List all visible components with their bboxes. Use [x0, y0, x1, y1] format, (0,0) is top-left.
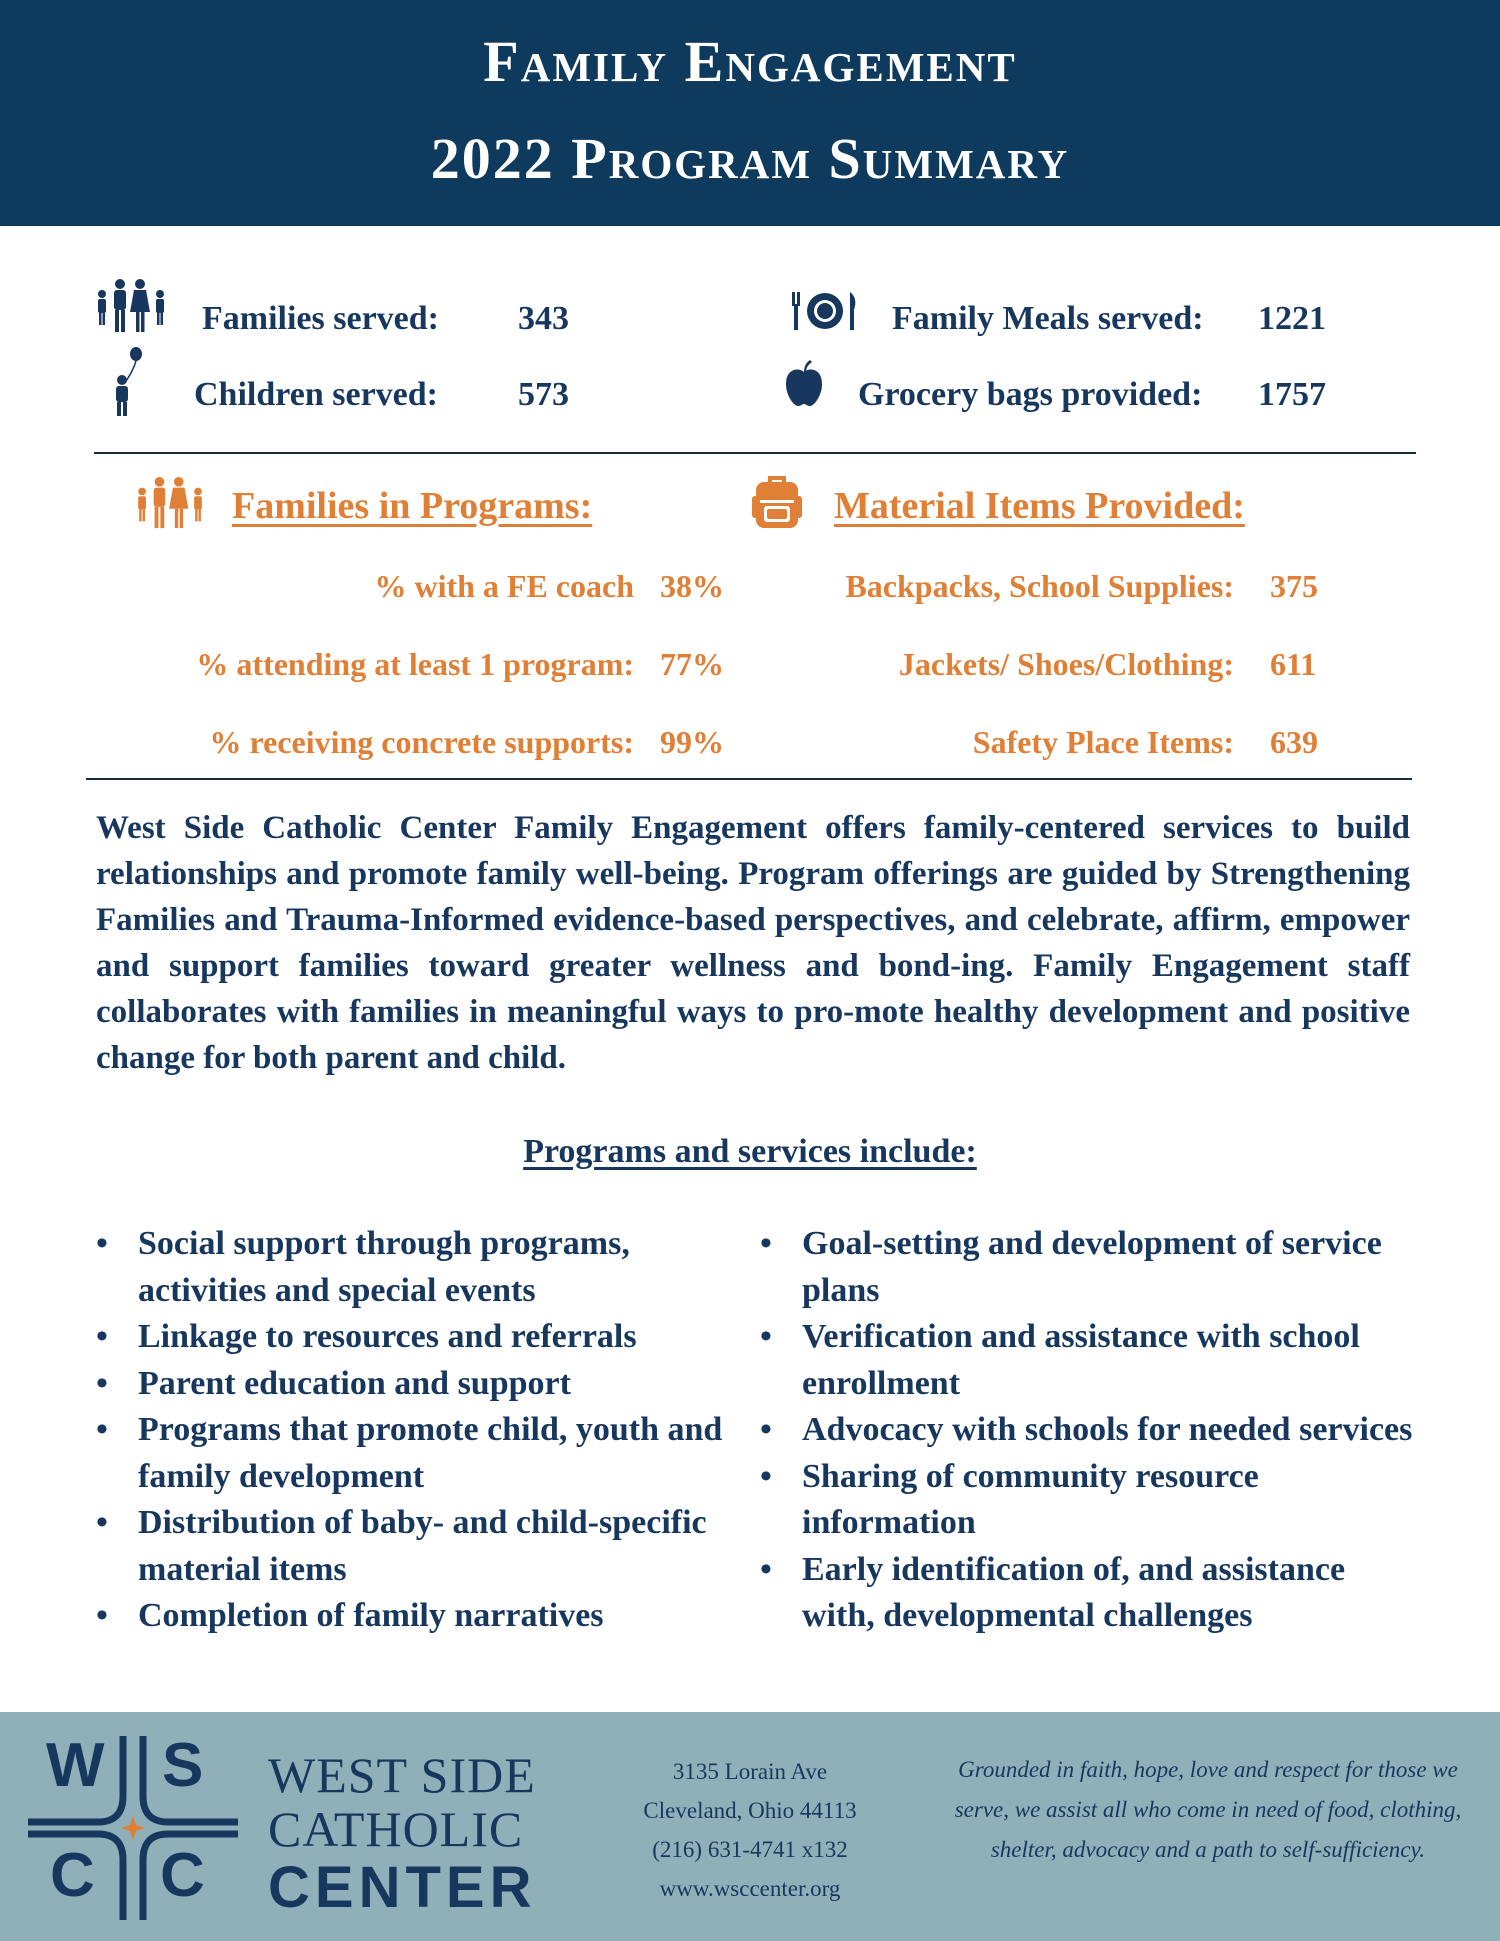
list-item: • Linkage to resources and referrals — [96, 1318, 637, 1355]
divider-middle — [86, 778, 1412, 780]
list-item: • Programs that promote child, youth and family development — [96, 1411, 723, 1495]
organization-name: WEST SIDE CATHOLIC CENTER — [268, 1747, 537, 1920]
children-served-value: 573 — [518, 376, 569, 413]
program-row-value: 99% — [660, 724, 724, 760]
phone-number: (216) 631-4741 x132 — [652, 1837, 848, 1862]
list-item: • Social support through programs, activities and special events — [96, 1225, 630, 1309]
meals-served-label: Family Meals served: — [892, 300, 1204, 337]
list-item: • Parent education and support — [96, 1364, 571, 1402]
material-row — [0, 568, 1234, 608]
list-item: • Goal-setting and development of service plans — [760, 1225, 1382, 1309]
logo-letter-s: S — [162, 1731, 204, 1800]
list-item: • Advocacy with schools for needed services — [760, 1411, 1413, 1448]
list-item: • Sharing of community resource information — [760, 1457, 1259, 1541]
program-description: West Side Catholic Center Family Engagement offers family-centered services to build relationships and promote family well-being. Program offerings are guided by Strengthening Families and Trauma-Informed evidence-based perspectives, and celebrate, affirm, empower and support families toward greater wellness and bond-ing. Family Engagement staff collaborates with families in meaningful ways to pro-mote healthy development and positive change for both parent and child. — [96, 810, 1410, 1076]
material-row — [0, 646, 1234, 686]
program-row-label: % with a FE coach — [374, 568, 634, 604]
apple-icon — [784, 360, 824, 406]
page-title: Family Engagement — [483, 29, 1017, 94]
page-subtitle: 2022 Program Summary — [430, 126, 1070, 191]
grocery-bags-label: Grocery bags provided: — [858, 376, 1203, 413]
material-items-heading: Material Items Provided: — [834, 485, 1245, 527]
material-row-value: 375 — [1270, 568, 1318, 604]
backpack-icon — [750, 474, 804, 530]
families-served-label: Families served: — [202, 300, 439, 337]
list-item: • Early identification of, and assistance with, developmental challenges — [760, 1550, 1346, 1634]
address-street: 3135 Lorain Ave — [672, 1759, 828, 1784]
material-row — [0, 724, 1234, 764]
meals-served-value: 1221 — [1258, 300, 1326, 337]
services-title: Programs and services include: — [523, 1133, 977, 1170]
material-row-label: Backpacks, School Supplies: — [845, 568, 1234, 604]
plate-utensils-icon — [790, 290, 860, 332]
contact-info — [600, 1752, 900, 1908]
families-served-value: 343 — [518, 300, 569, 337]
website-link[interactable]: www.wsccenter.org — [659, 1876, 841, 1901]
divider-top — [94, 452, 1416, 454]
list-item: • Distribution of baby- and child-specific material items — [96, 1504, 707, 1588]
page-header — [0, 0, 1500, 226]
logo-letter-c2: C — [160, 1841, 205, 1910]
list-item: • Verification and assistance with school enrollment — [760, 1318, 1360, 1402]
children-served-label: Children served: — [194, 376, 438, 413]
address-city: Cleveland, Ohio 44113 — [643, 1798, 857, 1823]
family-icon-orange — [132, 476, 210, 530]
child-balloon-icon — [110, 346, 146, 416]
program-row-label: % receiving concrete supports: — [209, 724, 634, 760]
material-row-label: Jackets/ Shoes/Clothing: — [898, 646, 1234, 682]
families-in-programs-heading: Families in Programs: — [232, 485, 593, 527]
program-row-value: 77% — [660, 646, 724, 682]
logo-letter-c1: C — [50, 1841, 95, 1910]
logo-letter-w: W — [46, 1731, 105, 1800]
list-item: • Completion of family narratives — [96, 1597, 604, 1634]
family-icon — [92, 278, 172, 334]
services-list-right — [760, 1221, 1420, 1640]
program-row-label: % attending at least 1 program: — [196, 646, 634, 682]
material-row-label: Safety Place Items: — [972, 724, 1234, 760]
mission-statement: Grounded in faith, hope, love and respect for those we serve, we assist all who come in need of food, clothing, shelter, advocacy and a path to self-sufficiency. — [954, 1757, 1462, 1862]
grocery-bags-value: 1757 — [1258, 376, 1326, 413]
services-list-left — [96, 1221, 736, 1640]
material-row-value: 639 — [1270, 724, 1318, 760]
material-row-value: 611 — [1270, 646, 1317, 682]
program-row-value: 38% — [660, 568, 724, 604]
